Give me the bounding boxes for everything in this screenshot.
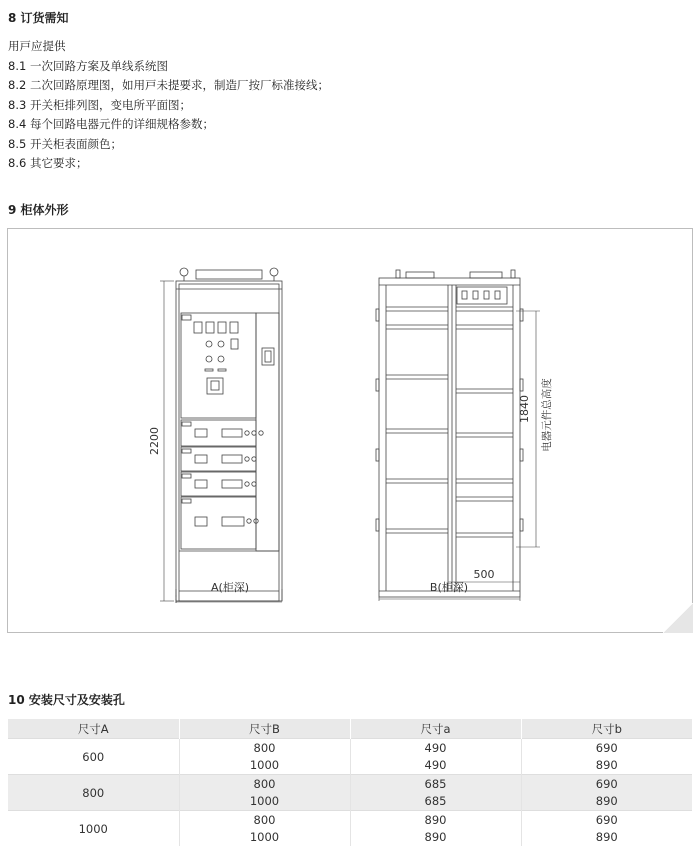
order-requirements-list — [8, 37, 329, 174]
table-row — [8, 811, 692, 829]
cabinet-drawing-svg — [8, 229, 694, 634]
cell-b: 890 — [595, 830, 618, 845]
cell-b: 690 — [521, 775, 692, 793]
cell-a: 890 — [350, 811, 521, 829]
section-title-shape: 9 柜体外形 — [8, 203, 69, 217]
front-view — [160, 268, 282, 603]
section-title-order: 8 订货需知 — [8, 11, 69, 25]
cell-a: 490 — [350, 739, 521, 757]
cabinet-drawing — [7, 228, 693, 633]
column-header: 尺寸B — [179, 719, 350, 739]
order-item: 8.4 每个回路电器元件的详细规格参数； — [8, 117, 214, 131]
component-height-caption: 电器元件总高度 — [541, 378, 553, 452]
table-row — [8, 739, 692, 757]
height-label: 2200 — [148, 427, 161, 455]
cell-b: 690 — [521, 811, 692, 829]
cell-b: 890 — [595, 758, 618, 773]
width-label: B(柜深) — [429, 581, 469, 594]
column-header: 尺寸a — [350, 719, 521, 739]
table-header-row — [8, 719, 692, 739]
cell-B: 800 — [179, 739, 350, 757]
column-header: 尺寸b — [521, 719, 692, 739]
column-header: 尺寸A — [8, 719, 179, 739]
component-height-value: 1840 — [518, 395, 531, 423]
table-row — [8, 775, 692, 793]
width-value: 500 — [473, 568, 495, 581]
cell-A: 800 — [8, 775, 179, 811]
depth-label: A(柜深) — [210, 581, 250, 594]
section-title-install: 10 安装尺寸及安装孔 — [8, 693, 125, 707]
cell-a: 685 — [350, 775, 521, 793]
cell-B: 1000 — [179, 829, 350, 847]
order-item: 8.3 开关柜排列图，变电所平面图； — [8, 97, 191, 112]
cell-B: 800 — [179, 811, 350, 829]
page-fold-corner — [663, 603, 693, 633]
cell-b: 690 — [521, 739, 692, 757]
cell-B: 1000 — [179, 793, 350, 811]
order-item: 8.6 其它要求； — [8, 156, 88, 170]
order-item: 8.5 开关柜表面颜色； — [8, 136, 122, 151]
cell-A: 1000 — [8, 811, 179, 847]
order-item: 8.1 一次回路方案及单线系统图 — [8, 58, 168, 73]
cell-B: 800 — [179, 775, 350, 793]
cell-a: 685 — [350, 793, 521, 811]
side-view — [376, 270, 540, 601]
order-item: 8.2 二次回路原理图，如用戸未提要求，制造厂按厂标准接线； — [8, 78, 329, 92]
cell-a: 490 — [350, 757, 521, 775]
cell-a: 890 — [350, 829, 521, 847]
cell-B: 1000 — [179, 757, 350, 775]
order-intro: 用戸应提供 — [8, 39, 66, 53]
cell-A: 600 — [8, 739, 179, 775]
install-dimension-table — [8, 719, 692, 846]
cell-b: 890 — [521, 793, 692, 811]
